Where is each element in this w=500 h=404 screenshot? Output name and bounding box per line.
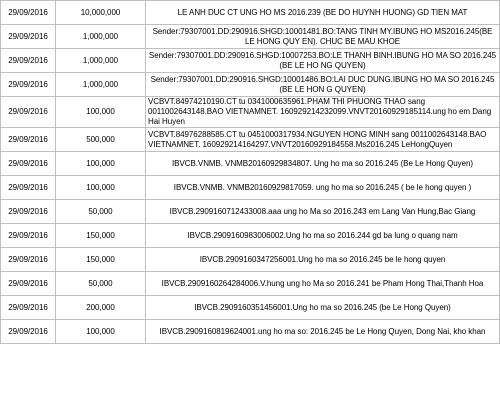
description-cell: Sender:79307001.DD:290916.SHGD:10001481.BO:TANG TINH MY.IBUNG HO MS2016.245(BE LE HONG QUY EN). CHUC BE MAU KHOE — [146, 25, 500, 49]
table-row — [1, 25, 500, 49]
table-row — [1, 97, 500, 128]
description-cell: IBVCB.2909160819624001.ung ho ma so: 2016.245 be Le Hong Quyen, Dong Nai, kho khan — [146, 320, 500, 344]
date-cell: 29/09/2016 — [1, 248, 56, 272]
amount-cell: 100,000 — [56, 152, 146, 176]
date-cell: 29/09/2016 — [1, 320, 56, 344]
description-cell: IBVCB.2909160351456001.Ung ho ma so 2016.245 (be Le Hong Quyen) — [146, 296, 500, 320]
amount-cell: 100,000 — [56, 176, 146, 200]
date-cell: 29/09/2016 — [1, 1, 56, 25]
amount-cell: 150,000 — [56, 224, 146, 248]
amount-cell: 500,000 — [56, 128, 146, 152]
amount-cell: 100,000 — [56, 320, 146, 344]
description-cell: Sender:79307001.DD:290916.SHGD:10007253.BO:LE THANH BINH.IBUNG HO MA SO 2016.245 (BE LE HO NG QUYEN) — [146, 49, 500, 73]
table-row — [1, 296, 500, 320]
description-cell: Sender:79307001.DD:290916.SHGD:10001486.BO:LAI DUC DUNG.IBUNG HO MA SO 2016.245 (BE LE HON G QUYEN) — [146, 73, 500, 97]
table-row — [1, 224, 500, 248]
amount-cell: 1,000,000 — [56, 49, 146, 73]
date-cell: 29/09/2016 — [1, 73, 56, 97]
amount-cell: 1,000,000 — [56, 73, 146, 97]
table-row — [1, 73, 500, 97]
table-row — [1, 320, 500, 344]
date-cell: 29/09/2016 — [1, 49, 56, 73]
description-cell: IBVCB.2909160712433008.aaa ung ho Ma so 2016.243 em Lang Van Hung,Bac Giang — [146, 200, 500, 224]
description-cell: IBVCB.VNMB. VNMB20160929817059. ung ho ma so 2016.245 ( be le hong quyen ) — [146, 176, 500, 200]
date-cell: 29/09/2016 — [1, 200, 56, 224]
table-row — [1, 272, 500, 296]
amount-cell: 150,000 — [56, 248, 146, 272]
date-cell: 29/09/2016 — [1, 224, 56, 248]
table-row — [1, 128, 500, 152]
amount-cell: 200,000 — [56, 296, 146, 320]
description-cell: IBVCB.2909160983006002.Ung ho ma so 2016.244 gd ba lung o quang nam — [146, 224, 500, 248]
date-cell: 29/09/2016 — [1, 272, 56, 296]
amount-cell: 100,000 — [56, 97, 146, 128]
table-row — [1, 200, 500, 224]
date-cell: 29/09/2016 — [1, 128, 56, 152]
table-row — [1, 248, 500, 272]
date-cell: 29/09/2016 — [1, 97, 56, 128]
date-cell: 29/09/2016 — [1, 296, 56, 320]
description-cell: IBVCB.2909160264284006.V.hung ung ho Ma so 2016.241 be Pham Hong Thai,Thanh Hoa — [146, 272, 500, 296]
amount-cell: 1,000,000 — [56, 25, 146, 49]
date-cell: 29/09/2016 — [1, 176, 56, 200]
date-cell: 29/09/2016 — [1, 25, 56, 49]
table-row — [1, 49, 500, 73]
amount-cell: 50,000 — [56, 272, 146, 296]
amount-cell: 10,000,000 — [56, 1, 146, 25]
table-row — [1, 152, 500, 176]
description-cell: LE ANH DUC CT UNG HO MS 2016.239 (BE DO HUYNH HUONG) GD TIEN MAT — [146, 1, 500, 25]
date-cell: 29/09/2016 — [1, 152, 56, 176]
description-cell: IBVCB.2909160347256001.Ung ho ma so 2016.245 be le hong quyen — [146, 248, 500, 272]
description-cell: VCBVT.84976288585.CT tu 0451000317934.NGUYEN HONG MINH sang 0011002643148.BAO VIETNAMNET. 160929214164297.VNVT20160929184558.Ms2016.245 LeHongQuyen — [146, 128, 500, 152]
amount-cell: 50,000 — [56, 200, 146, 224]
description-cell: IBVCB.VNMB. VNMB20160929834807. Ung ho ma so 2016.245 (Be Le Hong Quyen) — [146, 152, 500, 176]
table-row — [1, 1, 500, 25]
table-row — [1, 176, 500, 200]
description-cell: VCBVT.84974210190.CT tu 0341000635961.PHAM THI PHUONG THAO sang 0011002643148.BAO VIETNAMNET. 160929214232099.VNVT20160929185114.ung ho em Dang Hai Huyen — [146, 97, 500, 128]
